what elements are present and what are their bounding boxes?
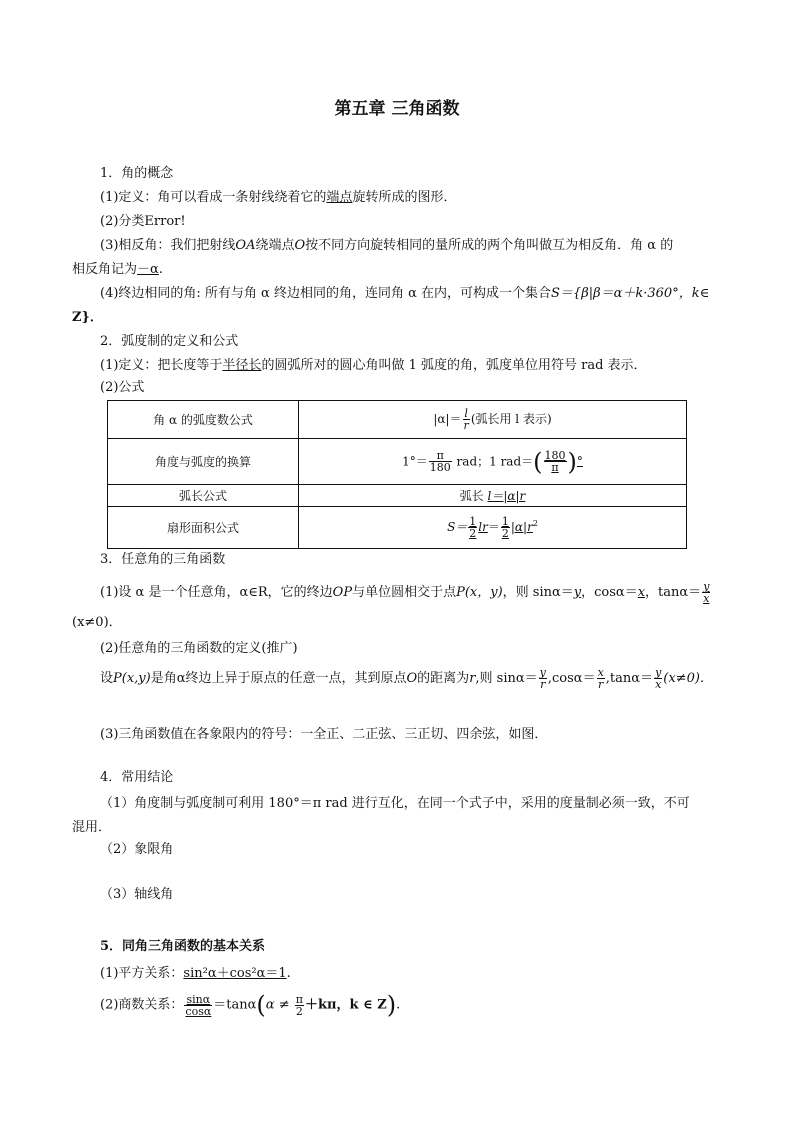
r4-sup: 2 (532, 519, 538, 528)
r4-tail: |α|r (510, 520, 533, 534)
s5-quotient-relation (100, 990, 400, 1021)
s3-p1-op: OP (332, 585, 353, 600)
frac-den: cosα (185, 1004, 212, 1018)
s1-term-pre: (4)终边相同的角: 所有与角 α 终边相同的角，连同角 α 在内，可构成一个集合 (100, 286, 552, 301)
r2-b: rad；1 rad＝ (456, 454, 534, 468)
section-2-heading: 2．弧度制的定义和公式 (100, 334, 239, 349)
frac-num: y (539, 666, 546, 679)
r4-eq: ＝ (487, 520, 500, 534)
frac-num: x (597, 666, 604, 679)
r4-s: S＝ (447, 520, 468, 534)
page-title: 第五章 三角函数 (334, 99, 460, 119)
table-cell-label: 弧长公式 (108, 485, 299, 507)
left-paren-icon: ( (256, 991, 266, 1019)
s5-p2-mid: ＝tanα (213, 997, 257, 1013)
right-paren-icon: ) (386, 991, 397, 1019)
frac-num: y (703, 580, 710, 593)
s1-classification: (2)分类Error! (100, 214, 186, 229)
s3-p3-sin: ,则 sinα＝ (475, 671, 538, 686)
s1-opp-end: . (158, 262, 163, 277)
s1-opp-post: 按不同方向旋转相同的量所成的两个角叫做互为相反角．角 α 的 (305, 238, 674, 253)
s5-p1-formula: sin²α＋cos²α＝1 (183, 966, 287, 981)
s3-p3-mid: 是角α终边上异于原点的任意一点，其到原点 (150, 671, 407, 686)
frac-num: π (429, 450, 452, 462)
frac-den: 2 (295, 1004, 303, 1018)
l-over-r-fraction (463, 408, 470, 431)
s2-formula-label: (2)公式 (100, 380, 145, 395)
s2-def-underline: 半径长 (222, 358, 262, 373)
s1-opp-line2: 相反角记为 (72, 262, 138, 277)
arc-length-formula: l＝|α|r (487, 489, 526, 503)
s1-def-pre: (1)定义：角可以看成一条射线绕着它的 (100, 190, 327, 205)
half-fraction (501, 516, 510, 539)
s1-opposite-angle (100, 237, 673, 255)
frac-den: π (551, 461, 559, 474)
frac-den: 180 (429, 461, 451, 474)
s3-quadrant-signs: (3)三角函数值在各象限内的符号：一全正、二正弦、三正切、四余弦，如图． (100, 727, 548, 742)
s5-p1-pre: (1)平方关系： (100, 966, 184, 981)
y-over-x-fraction (702, 581, 710, 604)
section-1-heading: 1．角的概念 (100, 166, 174, 181)
x-over-r-fraction (597, 667, 605, 690)
s3-p3-point: P(x,y) (113, 671, 151, 686)
s4-degree-radian-line2: 混用． (72, 820, 112, 835)
s1-def-post: 旋转所成的图形． (352, 190, 457, 205)
s3-p3-tan: ,tanα＝ (605, 671, 654, 686)
r2-a: 1°＝ (402, 454, 428, 468)
table-row (108, 439, 687, 485)
s1-terminal-line2: Z}． (72, 310, 103, 325)
s1-opp-mid: 绕端点 (255, 238, 295, 253)
frac-num: y (655, 666, 662, 679)
s5-square-relation (100, 965, 291, 983)
s3-p3-cos: ,cosα＝ (547, 671, 596, 686)
s1-definition (100, 189, 456, 207)
s3-unit-circle-definition (100, 580, 711, 606)
section-3-heading: 3．任意角的三角函数 (100, 552, 226, 567)
pi-over-2-fraction (295, 994, 304, 1017)
r1-lhs: |α|＝ (433, 412, 462, 426)
frac-den: 2 (501, 527, 509, 540)
frac-den: r (463, 419, 469, 432)
s5-p2-end: . (396, 997, 401, 1013)
s3-p3-pre: 设 (100, 671, 114, 686)
s3-generalized-definition (100, 666, 713, 692)
s1-opp-answer: －α (137, 262, 159, 277)
right-paren-icon: ) (567, 447, 577, 476)
r1-note: (弧长用 l 表示) (470, 412, 552, 426)
frac-num: 180 (544, 449, 566, 462)
frac-num: l (464, 407, 468, 420)
section-4-heading: 4．常用结论 (100, 770, 174, 785)
s1-term-set: S＝{β|β＝α＋k·360°，k∈ (551, 286, 710, 301)
table-row (108, 507, 687, 549)
frac-den: r (598, 678, 604, 691)
s3-p3-end: (x≠0)． (663, 671, 713, 686)
sin-over-cos-fraction (184, 994, 212, 1017)
table-cell-value (299, 507, 687, 549)
s4-quadrant-angle: （2）象限角 (100, 842, 174, 857)
s3-p1-x: x (637, 585, 646, 600)
s1-opp-oa: OA (235, 238, 256, 253)
s3-p1-cos: ，cosα＝ (581, 585, 638, 600)
frac-num: 1 (469, 515, 477, 528)
s3-p1-pre: (1)设 α 是一个任意角，α∈R，它的终边 (100, 585, 333, 600)
s3-p1-line2: (x≠0)． (72, 615, 122, 630)
180-over-pi-fraction (544, 450, 567, 473)
left-paren-icon: ( (533, 447, 543, 476)
s4-degree-radian: （1）角度制与弧度制可利用 180°＝π rad 进行互化，在同一个式子中，采用的度量制必须一致，不可 (100, 796, 690, 811)
s2-def-pre: (1)定义：把长度等于 (100, 358, 223, 373)
table-cell-value (299, 485, 687, 507)
s1-terminal-side (100, 285, 709, 303)
y-over-r-fraction (539, 667, 547, 690)
s3-p1-tan: ，tanα＝ (645, 585, 702, 600)
s1-opposite-angle-line2 (72, 261, 163, 279)
s3-p3-o: O (406, 671, 418, 686)
section-5-heading: 5．同角三角函数的基本关系 (100, 939, 266, 954)
r4-lr: lr (478, 520, 488, 534)
s3-p1-y: y (573, 585, 582, 600)
table-cell-label: 扇形面积公式 (108, 507, 299, 549)
s1-def-underline: 端点 (326, 190, 353, 205)
s3-p1-sin: ，则 sinα＝ (502, 585, 574, 600)
table-cell-value (299, 439, 687, 485)
table-cell-label: 角 α 的弧度数公式 (108, 401, 299, 439)
frac-num: sinα (184, 994, 212, 1006)
degree-sign: ° (576, 454, 583, 468)
frac-den: 2 (469, 527, 477, 540)
frac-num: 1 (501, 515, 509, 528)
s3-p3-mid2: 的距离为 (417, 671, 470, 686)
table-cell-label: 角度与弧度的换算 (108, 439, 299, 485)
half-fraction (468, 516, 477, 539)
frac-num: π (295, 992, 303, 1006)
s2-def-post: 的圆弧所对的圆心角叫做 1 弧度的角，弧度单位用符号 rad 表示． (261, 358, 647, 373)
y-over-x-fraction (654, 667, 662, 690)
table-cell-value (299, 401, 687, 439)
s5-p2-cond-b: ＋kπ，k ∈ Z (304, 997, 387, 1013)
s3-p1-mid: 与单位圆相交于点 (352, 585, 457, 600)
frac-den: x (703, 592, 710, 605)
s3-generalized-heading: (2)任意角的三角函数的定义(推广) (100, 641, 298, 656)
s1-opp-pre: (3)相反角：我们把射线 (100, 238, 236, 253)
pi-over-180-fraction (429, 450, 452, 473)
s3-p3-r: r (469, 671, 476, 686)
s5-p1-end: . (286, 966, 291, 981)
s4-axis-angle: （3）轴线角 (100, 887, 174, 902)
s5-p2-pre: (2)商数关系： (100, 997, 184, 1013)
s2-definition (100, 357, 647, 375)
s1-opp-o: O (294, 238, 306, 253)
table-row (108, 401, 687, 439)
frac-den: r (540, 678, 546, 691)
r3-label: 弧长 (459, 489, 484, 503)
frac-den: x (655, 678, 662, 691)
radian-formula-table (107, 400, 687, 549)
s5-p2-cond-a: α ≠ (265, 997, 290, 1013)
s3-p1-point: P(x，y) (456, 585, 503, 600)
table-row (108, 485, 687, 507)
